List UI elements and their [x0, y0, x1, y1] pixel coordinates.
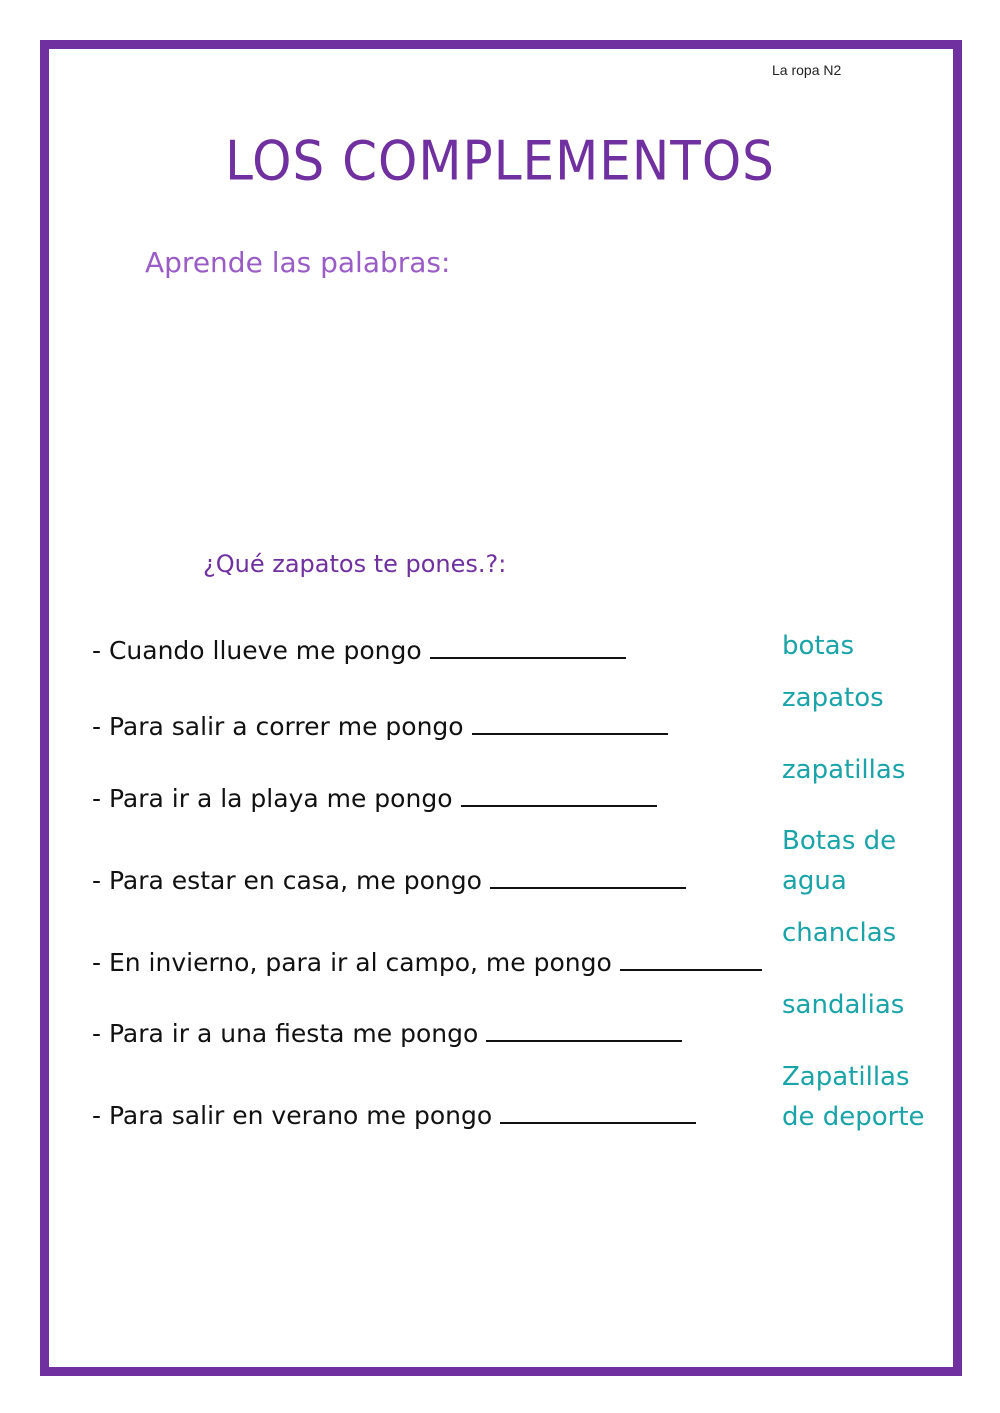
word-bank-item[interactable] — [782, 821, 896, 901]
sentence-text: - Para ir a la playa me pongo — [92, 784, 453, 813]
answer-blank[interactable] — [486, 1026, 682, 1042]
word-bank-text: chanclas — [782, 918, 897, 948]
sentence-text: - Cuando llueve me pongo — [92, 636, 422, 665]
exercise-question: ¿Qué zapatos te pones.?: — [203, 550, 507, 578]
page-title: LOS COMPLEMENTOS — [225, 129, 775, 192]
word-bank-text: Zapatillas — [782, 1062, 910, 1092]
sentence-5 — [92, 948, 762, 977]
answer-blank[interactable] — [500, 1108, 696, 1124]
word-bank-text: botas — [782, 631, 855, 661]
answer-blank[interactable] — [461, 791, 657, 807]
word-bank-text: agua — [782, 866, 847, 896]
word-bank-text: Botas de — [782, 826, 897, 856]
level-label: La ropa N2 — [772, 62, 842, 78]
sentence-3 — [92, 784, 657, 813]
answer-blank[interactable] — [620, 955, 762, 971]
sentence-7 — [92, 1101, 696, 1130]
sentence-text: - Para salir en verano me pongo — [92, 1101, 493, 1130]
sentence-2 — [92, 712, 668, 741]
answer-blank[interactable] — [490, 873, 686, 889]
answer-blank[interactable] — [472, 719, 668, 735]
word-bank-text: sandalias — [782, 990, 905, 1020]
sentence-text: - Para ir a una fiesta me pongo — [92, 1019, 479, 1048]
word-bank-item[interactable] — [782, 678, 884, 718]
word-bank-text: de deporte — [782, 1102, 925, 1132]
word-bank-text: zapatillas — [782, 755, 906, 785]
word-bank-item[interactable] — [782, 913, 896, 953]
word-bank-text: zapatos — [782, 683, 884, 713]
sentence-6 — [92, 1019, 682, 1048]
answer-blank[interactable] — [430, 643, 626, 659]
word-bank-item[interactable] — [782, 750, 905, 790]
sentence-text: - Para estar en casa, me pongo — [92, 866, 482, 895]
sentence-4 — [92, 866, 686, 895]
section-subtitle: Aprende las palabras: — [145, 246, 451, 279]
sentence-1 — [92, 636, 626, 665]
word-bank-item[interactable] — [782, 626, 854, 666]
word-bank-item[interactable] — [782, 1057, 925, 1137]
sentence-text: - Para salir a correr me pongo — [92, 712, 464, 741]
sentence-text: - En invierno, para ir al campo, me pongo — [92, 948, 612, 977]
word-bank-item[interactable] — [782, 985, 904, 1025]
